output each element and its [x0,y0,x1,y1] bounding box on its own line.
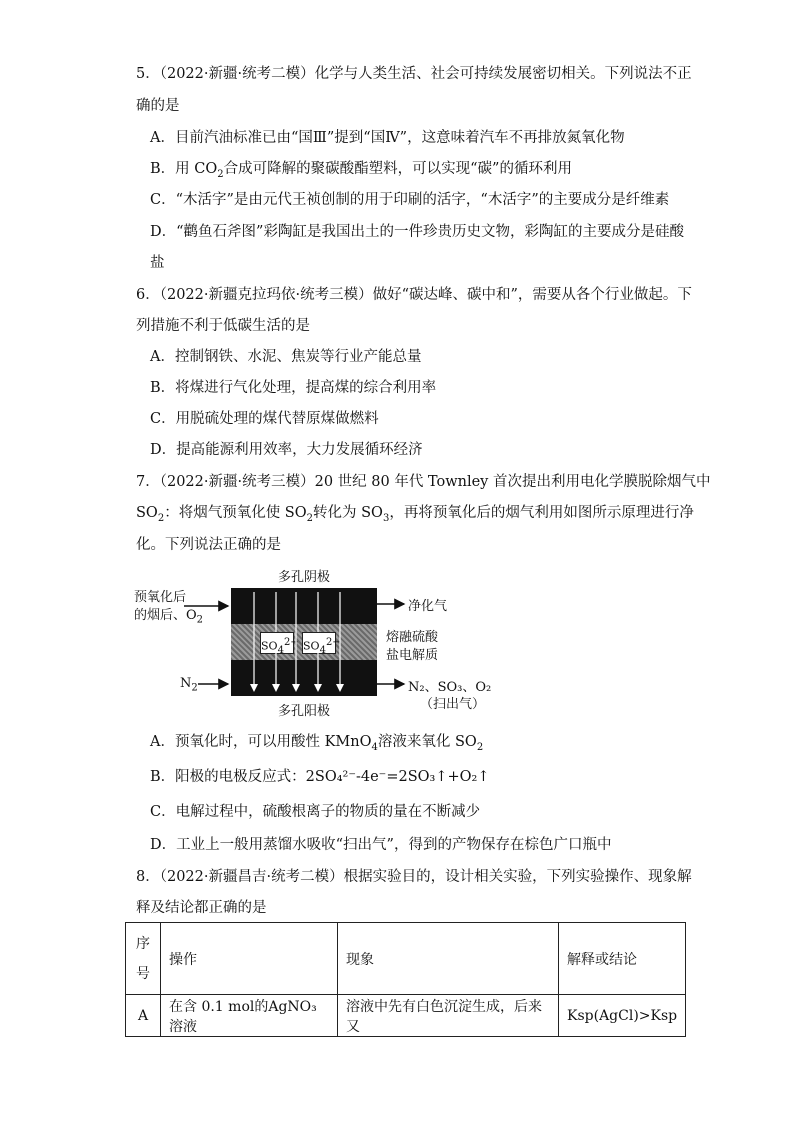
q7-a-pre: A．预氧化时，可以用酸性 KMnO [150,734,372,750]
header-conclusion: 解释或结论 [559,923,686,995]
q7-option-a [150,732,483,758]
header-index-2: 号 [136,965,150,982]
row-index: A [126,995,161,1037]
experiment-table [125,922,686,1037]
q5-option-a: A．目前汽油标准已由“国Ⅲ”提到“国Ⅳ”，这意味着汽车不再排放氮氧化物 [150,130,625,146]
ion1-sub: 4 [277,644,284,656]
table-header-row [126,923,686,995]
q5-option-d-line1: D．“鹳鱼石斧图”彩陶缸是我国出土的一件珍贵历史文物，彩陶缸的主要成分是硅酸 [150,224,684,240]
q7-s2b: 2 [157,512,165,524]
q7-s2d: 2 [306,512,314,524]
porous-anode-label: 多孔阳极 [278,704,331,719]
q7-a-mid: 溶液来氧化 SO [377,734,477,750]
q6-option-b: B．将煤进行气化处理，提高煤的综合利用率 [150,380,437,396]
ion1-sup: 2− [283,637,299,648]
q6-option-d: D．提高能源利用效率，大力发展循环经济 [150,442,423,458]
q7-s2c: ：将烟气预氧化使 SO [164,505,307,521]
q7-s2g: ，再将预氧化后的烟气利用如图所示原理进行净 [389,505,694,521]
q5-b-post: 合成可降解的聚碳酸酯塑料，可以实现“碳”的循环利用 [223,161,572,177]
ion2-sub: 4 [319,644,326,656]
q7-option-b: B．阳极的电极反应式：2SO₄²⁻-4e⁻=2SO₃↑+O₂↑ [150,769,490,785]
ion2-sup: 2− [325,637,341,648]
row-phenomenon: 溶液中先有白色沉淀生成，后来又 [338,995,559,1037]
q7-stem-line1: 7．（2022·新疆·统考三模）20 世纪 80 年代 Townley 首次提出利用电化学膜脱除烟气中 [136,474,711,490]
ion-flow-arrow-3-head [292,684,300,692]
ion-flow-arrow-4-head [314,684,322,692]
q7-s2a: SO [136,505,158,521]
q6-stem-line1: 6．（2022·新疆克拉玛依·统考三模）做好“碳达峰、碳中和”，需要从各个行业做起。下 [136,287,692,303]
header-index-1: 序 [136,935,150,952]
q5-option-b [150,159,572,185]
q7-option-c: C．电解过程中，硫酸根离子的物质的量在不断减少 [150,804,481,820]
q7-a-sub2: 2 [476,741,484,753]
q8-stem-line1: 8．（2022·新疆昌吉·统考二模）根据实验目的，设计相关实验，下列实验操作、现象解 [136,869,692,885]
electrolyte-label-line2: 盐电解质 [386,648,439,663]
ion2-base: SO [303,639,320,653]
header-phenomenon: 现象 [338,923,559,995]
electrochemical-membrane-diagram [130,560,510,720]
n2-sub: 2 [191,682,198,694]
ion-flow-arrow-1-head [250,684,258,692]
inlet-flue-text: 的烟后、O [134,608,197,623]
q7-s2f: 3 [382,512,390,524]
clean-gas-label: 净化气 [408,599,448,614]
table-row [126,995,686,1037]
row-conclusion: Ksp(AgCl)>Ksp [559,995,686,1037]
q5-stem-line2: 确的是 [136,98,180,114]
q7-stem-line2 [136,503,694,529]
q6-option-c: C．用脱硫处理的煤代替原煤做燃料 [150,411,379,427]
q7-stem-line3: 化。下列说法正确的是 [136,537,281,553]
q5-b-sub: 2 [217,168,224,180]
sweep-gas-label: N₂、SO₃、O₂ [408,680,492,695]
sweep-gas-note: （扫出气） [420,697,486,712]
q6-option-a: A．控制钢铁、水泥、焦炭等行业产能总量 [150,349,422,365]
diagram-arrows [130,560,510,720]
electrolyte-label-line1: 熔融硫酸 [386,630,439,645]
header-operation: 操作 [161,923,338,995]
q7-option-d: D．工业上一般用蒸馏水吸收“扫出气”，得到的产物保存在棕色广口瓶中 [150,837,612,853]
q5-option-d-line2: 盐 [150,255,165,271]
q8-stem-line2: 释及结论都正确的是 [136,900,267,916]
q6-stem-line2: 列措施不利于低碳生活的是 [136,318,310,334]
q7-a-sub: 4 [371,741,378,753]
ion-flow-arrow-5-head [336,684,344,692]
header-index [126,923,161,995]
porous-cathode-label: 多孔阴极 [278,570,331,585]
q5-stem-line1: 5．（2022·新疆·统考二模）化学与人类生活、社会可持续发展密切相关。下列说法不正 [136,66,692,82]
ion1-base: SO [261,639,278,653]
inlet-o2-sub: 2 [196,614,204,626]
row-operation: 在含 0.1 mol的AgNO₃溶液 [161,995,338,1037]
q5-option-c: C．“木活字”是由元代王祯创制的用于印刷的活字，“木活字”的主要成分是纤维素 [150,192,670,208]
n2-text: N [180,676,192,691]
ion-flow-arrow-2-head [272,684,280,692]
q7-s2e: 转化为 SO [313,505,383,521]
q5-b-pre: B．用 CO [150,161,218,177]
inlet-flue-label-line1: 预氧化后 [134,590,187,605]
